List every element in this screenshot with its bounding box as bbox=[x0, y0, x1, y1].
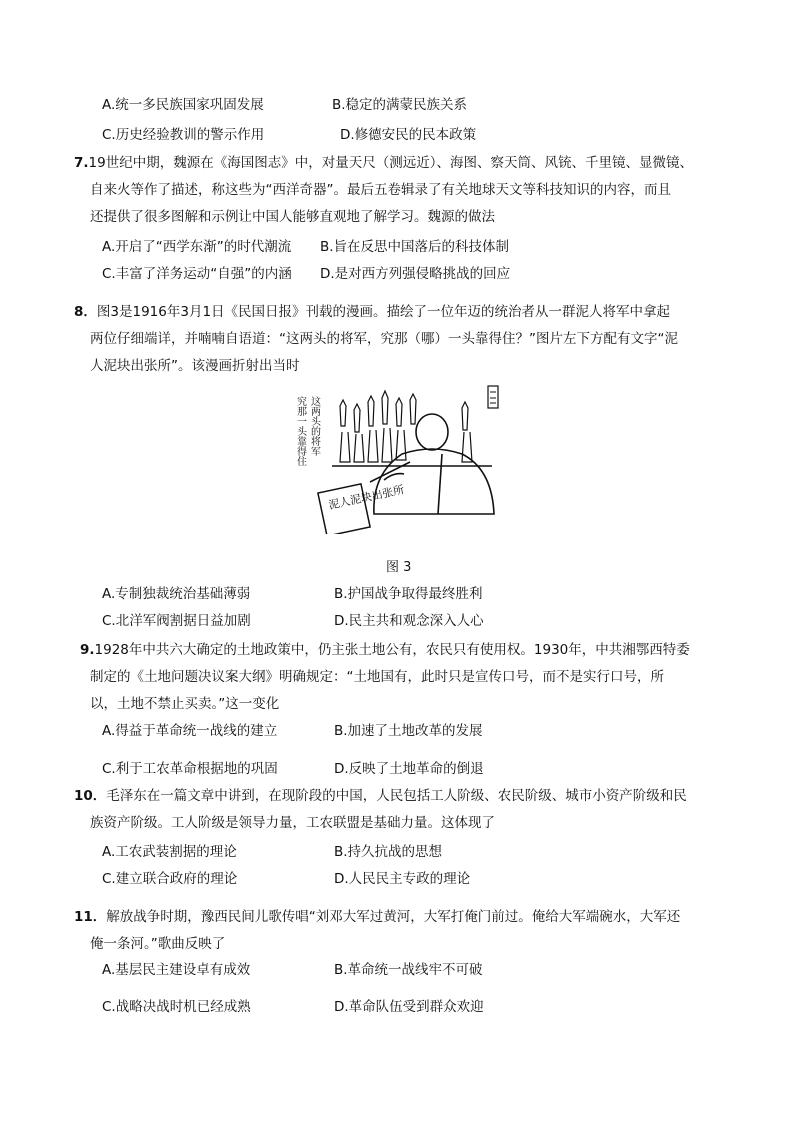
q7-option-a: A.开启了“西学东渐”的时代潮流 bbox=[102, 239, 292, 255]
q9-option-a: A.得益于革命统一战线的建立 bbox=[102, 723, 278, 739]
q8-number: 8． bbox=[74, 304, 97, 320]
q7-option-c: C.丰富了洋务运动“自强”的内涵 bbox=[102, 266, 292, 282]
cartoon-figure bbox=[292, 384, 504, 534]
q6-option-b: B.稳定的满蒙民族关系 bbox=[332, 97, 468, 113]
q8-option-b: B.护国战争取得最终胜利 bbox=[334, 586, 483, 602]
q10-option-d: D.人民民主专政的理论 bbox=[334, 871, 471, 887]
q9-line-3: 以，土地不禁止买卖。”这一变化 bbox=[90, 696, 280, 712]
q7-line-1: 19世纪中期，魏源在《海国图志》中，对量天尺（测远近）、海图、察天筒、风铳、千里镜、显微镜、 bbox=[88, 155, 693, 171]
q9-option-c: C.利于工农革命根据地的巩固 bbox=[102, 761, 278, 777]
q9-number: 9. bbox=[80, 642, 95, 658]
q11-option-b: B.革命统一战线牢不可破 bbox=[334, 962, 483, 978]
q9-option-b: B.加速了土地改革的发展 bbox=[334, 723, 483, 739]
q7-line-3: 还提供了很多图解和示例让中国人能够直观地了解学习。魏源的做法 bbox=[90, 209, 495, 225]
q10-stem bbox=[74, 787, 687, 805]
q7-line-2: 自来火等作了描述，称这些为“西洋奇器”。最后五卷辑录了有关地球天文等科技知识的内容，而且 bbox=[90, 182, 671, 198]
q10-line-1: 毛泽东在一篇文章中讲到，在现阶段的中国，人民包括工人阶级、农民阶级、城市小资产阶级和民 bbox=[106, 788, 687, 804]
q7-option-d: D.是对西方列强侵略挑战的回应 bbox=[320, 266, 511, 282]
q8-stem bbox=[74, 303, 670, 321]
q10-option-c: C.建立联合政府的理论 bbox=[102, 871, 238, 887]
cartoon-sign: 泥人泥块出张所 bbox=[327, 483, 406, 512]
q6-option-c: C.历史经验教训的警示作用 bbox=[102, 127, 265, 143]
q8-line-2: 两位仔细端详，并喃喃自语道：“这两头的将军，究那（哪）一头靠得住？”图片左下方配有文字“泥 bbox=[90, 331, 678, 347]
q11-option-c: C.战略决战时机已经成熟 bbox=[102, 999, 251, 1015]
q10-line-2: 族资产阶级。工人阶级是领导力量，工农联盟是基础力量。这体现了 bbox=[90, 815, 495, 831]
q10-number: 10． bbox=[74, 788, 107, 804]
q7-stem bbox=[74, 154, 693, 172]
q9-stem bbox=[80, 641, 690, 659]
q8-option-d: D.民主共和观念深入人心 bbox=[334, 613, 484, 629]
q10-option-b: B.持久抗战的思想 bbox=[334, 844, 443, 860]
q11-line-2: 俺一条河。”歌曲反映了 bbox=[90, 936, 226, 952]
q7-number: 7. bbox=[74, 155, 89, 171]
q11-line-1: 解放战争时期，豫西民间儿歌传唱“刘邓大军过黄河，大军打俺门前过。俺给大军端碗水，大军还 bbox=[106, 909, 681, 925]
q10-option-a: A.工农武装割据的理论 bbox=[102, 844, 237, 860]
q8-line-3: 人泥块出张所”。该漫画折射出当时 bbox=[90, 358, 300, 374]
q11-number: 11． bbox=[74, 909, 107, 925]
cartoon-drawing bbox=[292, 384, 504, 534]
q8-option-c: C.北洋军阀割据日益加剧 bbox=[102, 613, 251, 629]
q9-line-2: 制定的《土地问题决议案大纲》明确规定：“土地国有，此时只是宣传口号，而不是实行口号，所 bbox=[90, 669, 664, 685]
q6-option-a: A.统一多民族国家巩固发展 bbox=[102, 97, 264, 113]
q8-option-a: A.专制独裁统治基础薄弱 bbox=[102, 586, 251, 602]
q6-option-d: D.修德安民的民本政策 bbox=[340, 127, 477, 143]
cartoon-text-left2: 这两头的将军 bbox=[308, 396, 320, 456]
q9-option-d: D.反映了土地革命的倒退 bbox=[334, 761, 484, 777]
q8-line-1: 图3是1916年3月1日《民国日报》刊载的漫画。描绘了一位年迈的统治者从一群泥人将军中拿起 bbox=[96, 304, 671, 320]
q11-option-d: D.革命队伍受到群众欢迎 bbox=[334, 999, 484, 1015]
q11-stem bbox=[74, 908, 680, 926]
cartoon-text-left: 究那一头靠得住 bbox=[294, 396, 306, 466]
q11-option-a: A.基层民主建设卓有成效 bbox=[102, 962, 251, 978]
q9-line-1: 1928年中共六大确定的土地政策中，仍主张土地公有，农民只有使用权。1930年，中共湘鄂西特委 bbox=[94, 642, 690, 658]
figure-caption: 图 3 bbox=[386, 560, 412, 575]
q7-option-b: B.旨在反思中国落后的科技体制 bbox=[320, 239, 510, 255]
